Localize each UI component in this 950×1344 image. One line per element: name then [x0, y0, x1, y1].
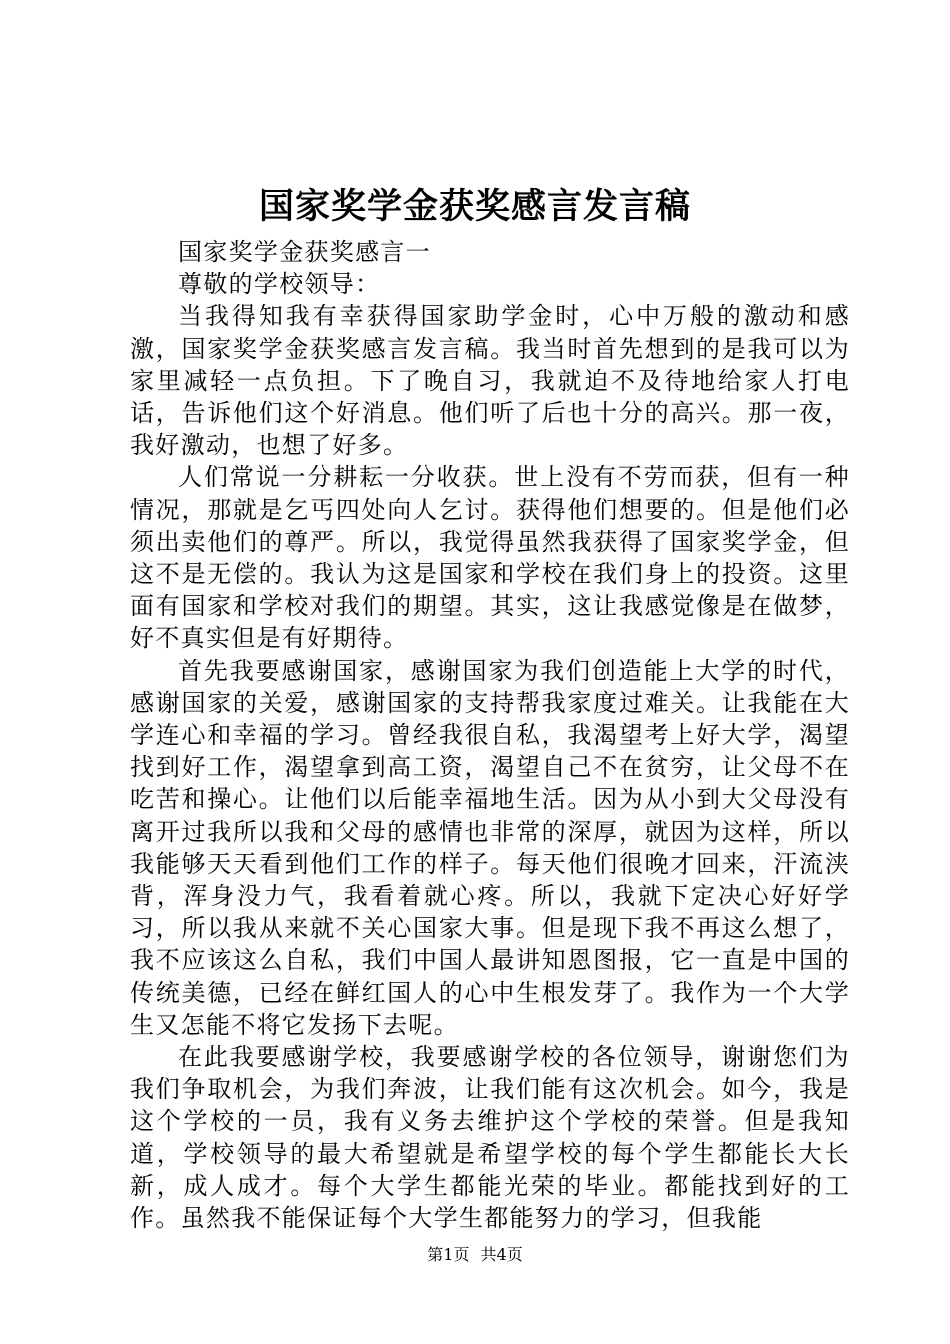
paragraph: 首先我要感谢国家，感谢国家为我们创造能上大学的时代，感谢国家的关爱，感谢国家的支持帮我家度过难关。让我能在大学连心和幸福的学习。曾经我很自私，我渴望考上好大学，渴望找到好工作，渴望拿到高工资，渴望自己不在贫穷，让父母不在吃苦和操心。让他们以后能幸福地生活。因为从小到大父母没有离开过我所以我和父母的感情也非常的深厚，就因为这样，所以我能够天天看到他们工作的样子。每天他们很晚才回来，汗流浃背，浑身没力气，我看着就心疼。所以，我就下定决心好好学习，所以我从来就不关心国家大事。但是现下我不再这么想了，我不应该这么自私，我们中国人最讲知恩图报，它一直是中国的传统美德，已经在鲜红国人的心中生根发芽了。我作为一个大学生又怎能不将它发扬下去呢。 — [130, 656, 850, 1039]
paragraph: 人们常说一分耕耘一分收获。世上没有不劳而获，但有一种情况，那就是乞丐四处向人乞讨。获得他们想要的。但是他们必须出卖他们的尊严。所以，我觉得虽然我获得了国家奖学金，但这不是无偿的。我认为这是国家和学校在我们身上的投资。这里面有国家和学校对我们的期望。其实，这让我感觉像是在做梦，好不真实但是有好期待。 — [130, 463, 850, 653]
paragraph: 当我得知我有幸获得国家助学金时，心中万般的激动和感激，国家奖学金获奖感言发言稿。我当时首先想到的是我可以为家里减轻一点负担。下了晚自习，我就迫不及待地给家人打电话，告诉他们这个好消息。他们听了后也十分的高兴。那一夜，我好激动，也想了好多。 — [130, 302, 850, 460]
document-body — [130, 236, 850, 1234]
salutation: 尊敬的学校领导： — [178, 270, 381, 299]
page-title: 国家奖学金获奖感言发言稿 — [258, 187, 691, 227]
section-heading: 国家奖学金获奖感言一 — [178, 238, 431, 266]
paragraph: 在此我要感谢学校，我要感谢学校的各位领导，谢谢您们为我们争取机会，为我们奔波，让我们能有这次机会。如今，我是这个学校的一员，我有义务去维护这个学校的荣誉。但是我知道，学校领导的最大希望就是希望学校的每个学生都能长大长新，成人成才。每个大学生都能光荣的毕业。都能找到好的工作。虽然我不能保证每个大学生都能努力的学习，但我能 — [130, 1043, 850, 1233]
page-number: 第1页 — [427, 1245, 470, 1264]
page-total: 共4页 — [480, 1245, 523, 1264]
page-footer — [0, 1244, 950, 1266]
